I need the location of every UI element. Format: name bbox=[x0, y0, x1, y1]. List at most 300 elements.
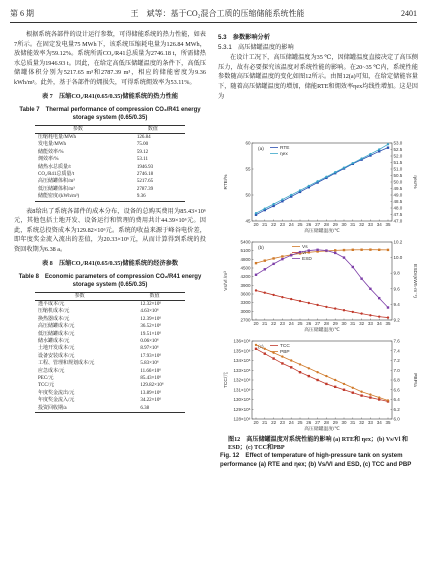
series-line bbox=[256, 250, 388, 308]
data-point bbox=[334, 249, 336, 251]
y-tick-label: 3300 bbox=[240, 300, 251, 306]
y-right-tick-label: 52.5 bbox=[393, 147, 403, 152]
y-right-tick-label: 6.4 bbox=[393, 397, 400, 402]
page-number: 2401 bbox=[401, 8, 417, 18]
series-line bbox=[256, 144, 388, 213]
data-point bbox=[299, 300, 301, 302]
param-cell: 储能密度/(kWh/m³) bbox=[35, 193, 121, 201]
y-tick-label: 5100 bbox=[240, 248, 251, 254]
y-right-tick-label: 10.0 bbox=[393, 255, 403, 261]
x-tick-label: 21 bbox=[262, 420, 268, 425]
param-cell: 投资回收期/a bbox=[35, 405, 124, 413]
figure-caption-cn: 图12 高压储罐温度对系统性能的影响 (a) RTE和 ηex；(b) Vs/Vl 和ESD；(c) TCC和PBP bbox=[228, 437, 409, 452]
data-point bbox=[255, 262, 257, 264]
table-row bbox=[35, 353, 185, 360]
series-line bbox=[256, 290, 388, 317]
issue-label: 第 6 期 bbox=[10, 8, 34, 18]
param-cell: 工程、管理和规划成本/元 bbox=[38, 361, 95, 367]
data-point bbox=[387, 306, 389, 308]
x-tick-label: 27 bbox=[315, 321, 321, 326]
value-cell: 2746.18 bbox=[136, 172, 154, 177]
data-point bbox=[387, 399, 389, 401]
param-cell: 高压储罐体积/m³ bbox=[38, 179, 75, 185]
table-row bbox=[35, 331, 185, 338]
x-axis-label: 高压储罐温度/℃ bbox=[304, 328, 340, 333]
table-row bbox=[35, 301, 185, 309]
value-cell: 85.43×10⁶ bbox=[140, 376, 162, 382]
table-header: 数值 bbox=[121, 125, 185, 133]
y-right-axis-label: ESD/(kWh·m⁻³) bbox=[412, 264, 417, 298]
x-tick-label: 35 bbox=[385, 222, 391, 227]
data-point bbox=[281, 258, 283, 260]
y-right-tick-label: 51.0 bbox=[393, 166, 403, 172]
data-point bbox=[299, 189, 301, 191]
param-cell: PEC/元 bbox=[38, 376, 54, 382]
section-heading: 5.3 参数影响分析 bbox=[218, 34, 270, 41]
panel-label: (c) bbox=[258, 345, 264, 350]
y-right-tick-label: 51.5 bbox=[393, 160, 403, 165]
x-tick-label: 28 bbox=[323, 420, 329, 425]
value-cell: 5217.65 bbox=[136, 179, 154, 185]
value-cell: 19.51×10⁶ bbox=[140, 331, 162, 337]
x-tick-label: 29 bbox=[332, 321, 338, 326]
x-tick-label: 26 bbox=[306, 420, 312, 425]
param-cell: 低压储罐成本/元 bbox=[38, 331, 75, 337]
table-header: 数值 bbox=[124, 292, 185, 300]
x-tick-label: 26 bbox=[306, 222, 312, 227]
table7-caption-en: Table 7 Thermal performance of compression CO₂/R41 energy storage system (0.65/0.35) bbox=[19, 106, 201, 121]
data-point bbox=[308, 185, 310, 187]
data-point bbox=[281, 198, 283, 200]
value-cell: 9.36 bbox=[121, 193, 185, 201]
y-tick-label: 55 bbox=[245, 166, 251, 172]
data-point bbox=[360, 277, 362, 279]
data-point bbox=[334, 386, 336, 388]
y-right-tick-label: 7.6 bbox=[393, 338, 400, 344]
y-right-tick-label: 49.5 bbox=[393, 186, 403, 191]
series-line bbox=[256, 345, 388, 401]
value-cell: 75.00 bbox=[136, 142, 149, 148]
data-point bbox=[387, 146, 389, 148]
x-tick-label: 22 bbox=[271, 321, 277, 326]
data-point bbox=[316, 371, 318, 373]
x-tick-label: 21 bbox=[262, 321, 268, 326]
data-point bbox=[378, 315, 380, 317]
x-tick-label: 31 bbox=[350, 222, 356, 227]
data-point bbox=[264, 207, 266, 209]
value-cell: 0.06×10⁶ bbox=[140, 339, 159, 345]
y-right-tick-label: 49.0 bbox=[393, 192, 403, 198]
table8-caption-en: Table 8 Economic parameters of compression CO₂/R41 energy storage system (0.65/0.35) bbox=[18, 273, 202, 288]
data-point bbox=[343, 383, 345, 385]
data-point bbox=[264, 268, 266, 270]
table-row bbox=[35, 308, 185, 315]
data-point bbox=[343, 389, 345, 391]
data-point bbox=[255, 289, 257, 291]
y-right-tick-label: 9.4 bbox=[393, 301, 400, 307]
x-axis-label: 高压储罐温度/℃ bbox=[304, 427, 340, 432]
y-tick-label: 4500 bbox=[240, 265, 251, 271]
value-cell: 2787.39 bbox=[136, 186, 154, 192]
data-point bbox=[369, 153, 371, 155]
table-row bbox=[35, 193, 185, 201]
y-tick-label: 5400 bbox=[240, 239, 251, 245]
x-tick-label: 23 bbox=[279, 420, 285, 425]
y-tick-label: 128×10⁶ bbox=[233, 416, 251, 422]
x-tick-label: 29 bbox=[332, 222, 338, 227]
param-cell: 发电量/MWh bbox=[38, 142, 67, 148]
running-title: 王 斌等：基于CO₂混合工质的压缩储能系统性能 bbox=[130, 8, 305, 18]
param-cell: 换热器成本/元 bbox=[38, 316, 70, 322]
data-point bbox=[369, 396, 371, 398]
data-point bbox=[272, 203, 274, 205]
data-point bbox=[272, 257, 274, 259]
y-axis-label: RTE/% bbox=[224, 174, 229, 190]
data-point bbox=[352, 249, 354, 251]
data-point bbox=[316, 304, 318, 306]
x-tick-label: 31 bbox=[350, 420, 356, 425]
x-tick-label: 26 bbox=[306, 321, 312, 326]
x-tick-label: 35 bbox=[385, 321, 391, 326]
data-point bbox=[387, 316, 389, 318]
param-cell: 㶲效率/% bbox=[38, 157, 59, 163]
param-cell: 应急成本/元 bbox=[38, 368, 65, 374]
data-point bbox=[255, 348, 257, 350]
param-cell: CO₂/R41总质量/t bbox=[38, 172, 75, 177]
x-tick-label: 20 bbox=[253, 321, 259, 326]
data-point bbox=[290, 298, 292, 300]
y-right-tick-label: 52.0 bbox=[393, 153, 403, 159]
data-point bbox=[378, 297, 380, 299]
value-cell: 5.83×10⁶ bbox=[140, 361, 159, 367]
value-cell: 17.93×10⁶ bbox=[140, 353, 162, 359]
data-point bbox=[264, 259, 266, 261]
value-cell: 12.32×10⁶ bbox=[140, 302, 162, 307]
value-cell: 13.89×10⁶ bbox=[140, 390, 162, 396]
data-point bbox=[281, 296, 283, 298]
y-right-tick-label: 9.2 bbox=[393, 317, 400, 323]
table-row bbox=[35, 338, 185, 345]
data-point bbox=[281, 255, 283, 257]
y-right-tick-label: 10.2 bbox=[393, 239, 403, 245]
table-header: 参数 bbox=[35, 125, 121, 133]
x-tick-label: 23 bbox=[279, 222, 285, 227]
x-tick-label: 24 bbox=[288, 321, 294, 326]
y-right-tick-label: 7.0 bbox=[393, 367, 400, 373]
x-tick-label: 34 bbox=[376, 321, 382, 326]
y-tick-label: 50 bbox=[245, 192, 251, 198]
data-point bbox=[264, 348, 266, 350]
y-tick-label: 132×10⁶ bbox=[233, 377, 251, 383]
table-header: 参数 bbox=[35, 292, 124, 300]
header-rule bbox=[10, 22, 417, 23]
x-tick-label: 29 bbox=[332, 420, 338, 425]
value-cell: 53.11 bbox=[136, 157, 148, 163]
table7-caption-cn: 表 7 压缩CO₂/R41(0.65/0.35)储能系统的热力性能 bbox=[41, 92, 179, 100]
y-right-tick-label: 7.4 bbox=[393, 348, 400, 354]
x-tick-label: 32 bbox=[359, 321, 365, 326]
y-tick-label: 45 bbox=[245, 218, 251, 224]
data-point bbox=[334, 171, 336, 173]
data-point bbox=[299, 251, 301, 253]
param-cell: 设备安装成本/元 bbox=[38, 353, 75, 359]
y-tick-label: 4200 bbox=[240, 274, 251, 280]
data-point bbox=[343, 309, 345, 311]
table-row bbox=[35, 405, 185, 413]
value-cell: 8.97×10⁶ bbox=[140, 346, 159, 352]
table8 bbox=[35, 292, 185, 414]
data-point bbox=[360, 312, 362, 314]
table-row bbox=[35, 382, 185, 389]
legend-label: PBP bbox=[280, 350, 290, 355]
x-tick-label: 24 bbox=[288, 222, 294, 227]
x-tick-label: 20 bbox=[253, 420, 259, 425]
x-tick-label: 35 bbox=[385, 420, 391, 425]
data-point bbox=[316, 379, 318, 381]
y-right-tick-label: 47.5 bbox=[393, 212, 403, 217]
x-tick-label: 20 bbox=[253, 222, 259, 227]
x-tick-label: 33 bbox=[367, 321, 373, 326]
y-tick-label: 134×10⁶ bbox=[233, 358, 251, 363]
x-axis-label: 高压储罐温度/℃ bbox=[304, 229, 340, 234]
paragraph-economics: 表8给出了系统各部件的成本分布，设备的总购买费用为85.43×10⁶元，其他包括土地开发、设备运行和管理的费用共计44.39×10⁶元。因此，系统总投资成本为129.82×10⁶元。系统的收益来源于峰谷电价差，即年度奖金流入流出的差值，为20.33×10⁶元，从而计算得到系统的投资回收期为6.38 a。 bbox=[14, 207, 206, 253]
table-row bbox=[35, 178, 185, 185]
data-point bbox=[308, 249, 310, 251]
data-point bbox=[369, 248, 371, 250]
data-point bbox=[325, 375, 327, 377]
panel-label: (a) bbox=[258, 147, 264, 152]
series-line bbox=[256, 250, 388, 264]
data-point bbox=[352, 391, 354, 393]
paragraph-tank-temperature: 在设计工况下，高压储罐温度为35 ℃，因储罐温度直接决定了高压侧压力，故有必要探究该温度对系统性能的影响。在20~35 ℃内，系统性能参数随高压储罐温度的变化如图12所示。由图12(a)可知，在给定储能容量下，随着高压储罐温度的增加，储能RTE和㶲效率ηex均线性增加。这是因为 bbox=[218, 54, 418, 100]
x-tick-label: 28 bbox=[323, 321, 329, 326]
data-point bbox=[352, 162, 354, 164]
plot-frame bbox=[252, 242, 392, 320]
y-right-tick-label: 6.6 bbox=[393, 387, 400, 393]
param-cell: 压缩耗电量/MWh bbox=[38, 134, 77, 140]
data-point bbox=[360, 249, 362, 251]
table-row bbox=[35, 375, 185, 382]
data-point bbox=[378, 396, 380, 398]
data-point bbox=[255, 344, 257, 346]
y-tick-label: 130×10⁶ bbox=[233, 397, 251, 402]
data-point bbox=[255, 274, 257, 276]
data-point bbox=[369, 314, 371, 316]
x-tick-label: 25 bbox=[297, 222, 303, 227]
y-right-tick-label: 6.2 bbox=[393, 406, 400, 412]
y-right-tick-label: 50.0 bbox=[393, 179, 403, 185]
figure-caption bbox=[220, 436, 420, 469]
data-point bbox=[264, 292, 266, 294]
data-point bbox=[334, 379, 336, 381]
legend-label: TCC bbox=[280, 344, 290, 349]
data-point bbox=[343, 256, 345, 258]
param-cell: 储能效率/% bbox=[38, 149, 64, 155]
x-tick-label: 34 bbox=[376, 222, 382, 227]
x-tick-label: 34 bbox=[376, 420, 382, 425]
data-point bbox=[299, 371, 301, 373]
y-right-tick-label: 48.5 bbox=[393, 199, 403, 204]
table-row bbox=[35, 368, 185, 375]
legend-label: ηex bbox=[280, 152, 288, 157]
data-point bbox=[378, 148, 380, 150]
table-row bbox=[35, 186, 185, 193]
x-tick-label: 30 bbox=[341, 222, 347, 227]
y-right-tick-label: 9.6 bbox=[393, 286, 400, 292]
data-point bbox=[378, 249, 380, 251]
data-point bbox=[369, 393, 371, 395]
y-tick-label: 136×10⁶ bbox=[233, 338, 251, 344]
data-point bbox=[264, 352, 266, 354]
data-point bbox=[325, 306, 327, 308]
data-point bbox=[360, 391, 362, 393]
data-point bbox=[281, 362, 283, 364]
y-right-tick-label: 6.0 bbox=[393, 416, 400, 422]
table8-caption-cn: 表 8 压缩CO₂/R41(0.65/0.35)储能系统的经济参数 bbox=[41, 259, 179, 267]
x-tick-label: 30 bbox=[341, 321, 347, 326]
data-point bbox=[352, 266, 354, 268]
table-row bbox=[35, 171, 185, 178]
page-header bbox=[10, 6, 417, 20]
x-tick-label: 22 bbox=[271, 222, 277, 227]
table-row bbox=[35, 141, 185, 148]
data-point bbox=[290, 366, 292, 368]
table-row bbox=[35, 316, 185, 323]
param-cell: 年度奖金流入/元 bbox=[38, 398, 75, 404]
data-point bbox=[299, 363, 301, 365]
x-tick-label: 28 bbox=[323, 222, 329, 227]
x-tick-label: 25 bbox=[297, 420, 303, 425]
x-tick-label: 30 bbox=[341, 420, 347, 425]
x-tick-label: 32 bbox=[359, 222, 365, 227]
param-cell: TCC/元 bbox=[38, 383, 55, 389]
x-tick-label: 24 bbox=[288, 420, 294, 425]
data-point bbox=[308, 302, 310, 304]
right-column bbox=[218, 30, 418, 101]
table-row bbox=[35, 397, 185, 404]
y-axis-label: Vs/Vl /m³ bbox=[224, 271, 229, 291]
panel-label: (b) bbox=[258, 246, 264, 251]
y-right-tick-label: 7.2 bbox=[393, 358, 400, 363]
y-tick-label: 3600 bbox=[240, 291, 251, 297]
y-right-tick-label: 9.8 bbox=[393, 270, 400, 276]
data-point bbox=[352, 311, 354, 313]
data-point bbox=[255, 212, 257, 214]
data-point bbox=[334, 252, 336, 254]
y-tick-label: 3000 bbox=[240, 308, 251, 314]
value-cell: 126.84 bbox=[136, 134, 151, 140]
data-point bbox=[308, 367, 310, 369]
x-tick-label: 25 bbox=[297, 321, 303, 326]
x-tick-label: 31 bbox=[350, 321, 356, 326]
y-right-axis-label: ηex/% bbox=[412, 175, 417, 189]
x-tick-label: 33 bbox=[367, 222, 373, 227]
x-tick-label: 27 bbox=[315, 222, 321, 227]
x-tick-label: 27 bbox=[315, 420, 321, 425]
param-cell: 储热水总质量/t bbox=[38, 164, 71, 170]
y-right-tick-label: 6.8 bbox=[393, 377, 400, 383]
data-point bbox=[352, 387, 354, 389]
param-cell: 低压储罐体积/m³ bbox=[38, 186, 75, 192]
value-cell: 59.12 bbox=[136, 149, 149, 155]
y-axis-label: TCC/元 bbox=[224, 372, 229, 388]
data-point bbox=[290, 194, 292, 196]
subsection-heading: 5.3.1 高压储罐温度的影响 bbox=[218, 43, 294, 51]
y-tick-label: 133×10⁶ bbox=[233, 367, 251, 373]
x-tick-label: 21 bbox=[262, 222, 268, 227]
table7 bbox=[35, 125, 185, 202]
y-right-axis-label: PBP/a bbox=[412, 373, 417, 387]
x-tick-label: 33 bbox=[367, 420, 373, 425]
table-row bbox=[35, 156, 185, 163]
data-point bbox=[316, 249, 318, 251]
table-row bbox=[35, 149, 185, 156]
y-right-tick-label: 53.0 bbox=[393, 140, 403, 146]
series-line bbox=[256, 148, 388, 215]
data-point bbox=[281, 355, 283, 357]
value-cell: 129.82×10⁶ bbox=[140, 383, 164, 389]
y-tick-label: 3900 bbox=[240, 282, 251, 288]
param-cell: 年度奖金流出/元 bbox=[38, 390, 75, 396]
y-right-tick-label: 48.0 bbox=[393, 205, 403, 211]
left-column bbox=[14, 30, 206, 413]
figure-12 bbox=[222, 135, 417, 435]
figure-caption-en: Fig. 12 Effect of temperature of high-pressure tank on system performance (a) RTE and ηex; (b) Vs/Vl and ESD, (c) TCC and PBP bbox=[220, 452, 412, 468]
data-point bbox=[316, 180, 318, 182]
y-tick-label: 135×10⁶ bbox=[233, 348, 251, 354]
table-row bbox=[35, 323, 185, 330]
data-point bbox=[272, 357, 274, 359]
y-right-tick-label: 50.5 bbox=[393, 173, 403, 178]
table-row bbox=[35, 133, 185, 141]
value-cell: 34.22×10⁶ bbox=[140, 398, 162, 404]
legend-label: RTE bbox=[280, 146, 290, 151]
data-point bbox=[272, 294, 274, 296]
data-point bbox=[387, 143, 389, 145]
y-tick-label: 60 bbox=[245, 140, 251, 146]
table-row bbox=[35, 390, 185, 397]
param-cell: 储水罐成本/元 bbox=[38, 339, 70, 345]
legend-label: Vs bbox=[302, 245, 308, 250]
param-cell: 高压储罐成本/元 bbox=[38, 324, 75, 330]
legend-label: ESD bbox=[302, 257, 312, 262]
y-tick-label: 4800 bbox=[240, 256, 251, 262]
data-point bbox=[360, 394, 362, 396]
table-row bbox=[35, 360, 185, 367]
data-point bbox=[325, 383, 327, 385]
value-cell: 12.39×10⁶ bbox=[140, 316, 162, 322]
data-point bbox=[343, 167, 345, 169]
param-cell: 透平成本/元 bbox=[38, 302, 65, 307]
data-point bbox=[272, 263, 274, 265]
value-cell: 1946.93 bbox=[136, 164, 154, 170]
x-tick-label: 23 bbox=[279, 321, 285, 326]
value-cell: 6.38 bbox=[124, 405, 185, 413]
y-tick-label: 129×10⁶ bbox=[233, 406, 251, 412]
x-tick-label: 32 bbox=[359, 420, 365, 425]
data-point bbox=[308, 375, 310, 377]
y-tick-label: 131×10⁶ bbox=[233, 387, 251, 393]
value-cell: 4.63×10⁶ bbox=[140, 309, 159, 315]
y-right-tick-label: 47.0 bbox=[393, 218, 403, 224]
data-point bbox=[325, 176, 327, 178]
value-cell: 11.66×10⁶ bbox=[140, 368, 161, 374]
x-tick-label: 22 bbox=[271, 420, 277, 425]
data-point bbox=[290, 359, 292, 361]
data-point bbox=[325, 249, 327, 251]
legend-label: Vl bbox=[302, 251, 307, 256]
table-row bbox=[35, 345, 185, 352]
